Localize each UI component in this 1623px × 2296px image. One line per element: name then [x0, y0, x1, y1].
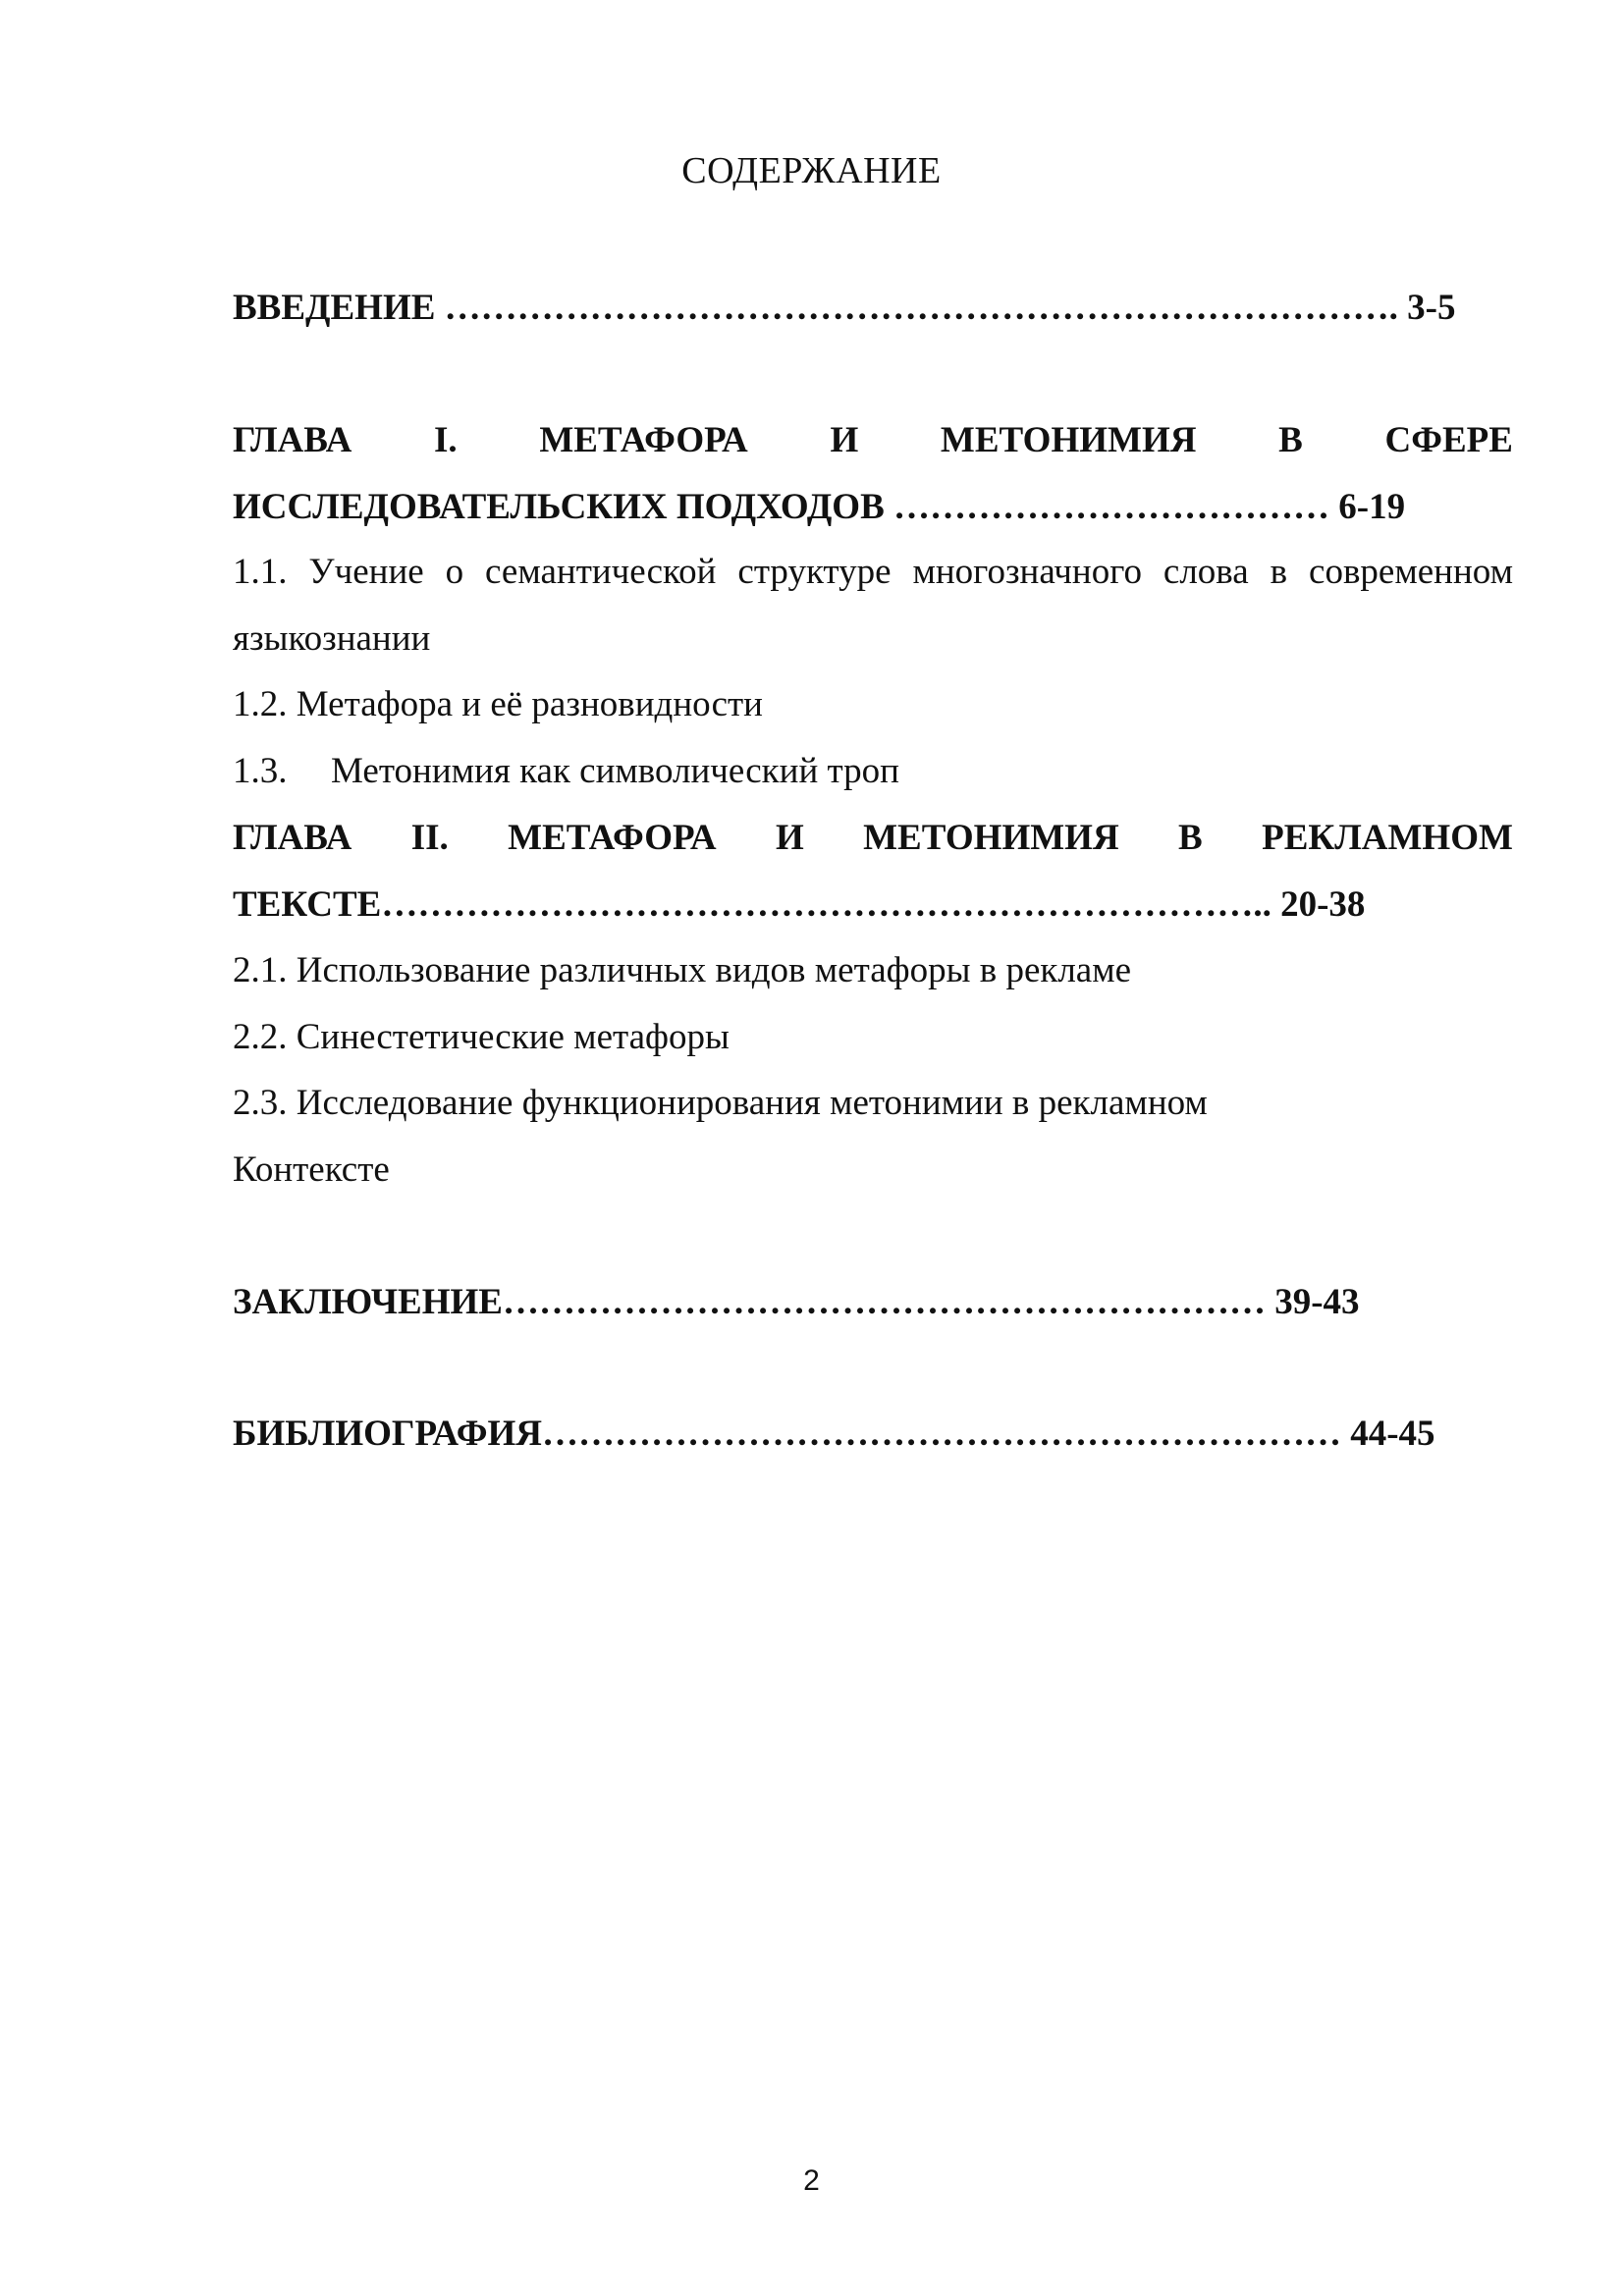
toc-sub-2-1: 2.1. Использование различных видов метафоры в рекламе [233, 950, 1132, 990]
toc-sub-word: слова [1163, 552, 1249, 592]
toc-sub-1-1-line2: языкознании [233, 618, 431, 659]
toc-chapter2-line2: ТЕКСТЕ……………………………………………………………….. 20-38 [233, 884, 1366, 925]
toc-sub-1-3-text: Метонимия как символический троп [331, 751, 899, 791]
toc-chapter1-word: ГЛАВА [233, 420, 352, 460]
toc-chapter2-word: РЕКЛАМНОМ [1262, 818, 1513, 858]
toc-chapter2-word: МЕТОНИМИЯ [863, 818, 1119, 858]
toc-chapter2-word: II. [410, 818, 449, 858]
toc-sub-word: Учение [308, 552, 424, 592]
toc-chapter1-word: МЕТАФОРА [539, 420, 748, 460]
toc-sub-1-2: 1.2. Метафора и её разновидности [233, 684, 763, 724]
toc-sub-1-3 [233, 749, 899, 794]
toc-sub-word: современном [1309, 552, 1513, 592]
toc-intro: ВВЕДЕНИЕ ……………………………………………………………………. 3-5 [233, 288, 1456, 328]
toc-chapter1-word: СФЕРЕ [1384, 420, 1513, 460]
toc-chapter2-word: ГЛАВА [233, 818, 352, 858]
toc-conclusion: ЗАКЛЮЧЕНИЕ……………………………………………………… 39-43 [233, 1282, 1360, 1322]
toc-sub-2-3-line2: Контексте [233, 1149, 390, 1190]
toc-bibliography: БИБЛИОГРАФИЯ………………………………………………………… 44-45 [233, 1414, 1435, 1454]
toc-chapter2-line1 [233, 816, 1513, 861]
toc-sub-word: 1.1. [233, 552, 288, 592]
toc-sub-2-3-line1: 2.3. Исследование функционирования метонимии в рекламном [233, 1083, 1208, 1123]
toc-sub-word: в [1270, 552, 1288, 592]
toc-chapter1-word: I. [434, 420, 458, 460]
toc-sub-1-3-number: 1.3. [233, 751, 288, 791]
toc-sub-word: структуре [737, 552, 892, 592]
toc-chapter1-line1 [233, 418, 1513, 463]
toc-chapter2-word: И [775, 818, 804, 858]
toc-chapter1-line2: ИССЛЕДОВАТЕЛЬСКИХ ПОДХОДОВ ……………………………… 6-19 [233, 487, 1406, 527]
toc-chapter1-word: В [1278, 420, 1303, 460]
toc-sub-word: семантической [485, 552, 717, 592]
toc-sub-1-1-line1 [233, 550, 1513, 595]
page-title: СОДЕРЖАНИЕ [681, 150, 942, 191]
toc-chapter1-word: МЕТОНИМИЯ [940, 420, 1197, 460]
toc-sub-2-2: 2.2. Синестетические метафоры [233, 1017, 730, 1057]
toc-sub-word: о [445, 552, 464, 592]
page-number: 2 [803, 2164, 820, 2197]
toc-chapter2-word: В [1178, 818, 1203, 858]
toc-sub-word: многозначного [912, 552, 1142, 592]
toc-chapter1-word: И [830, 420, 859, 460]
toc-chapter2-word: МЕТАФОРА [508, 818, 717, 858]
